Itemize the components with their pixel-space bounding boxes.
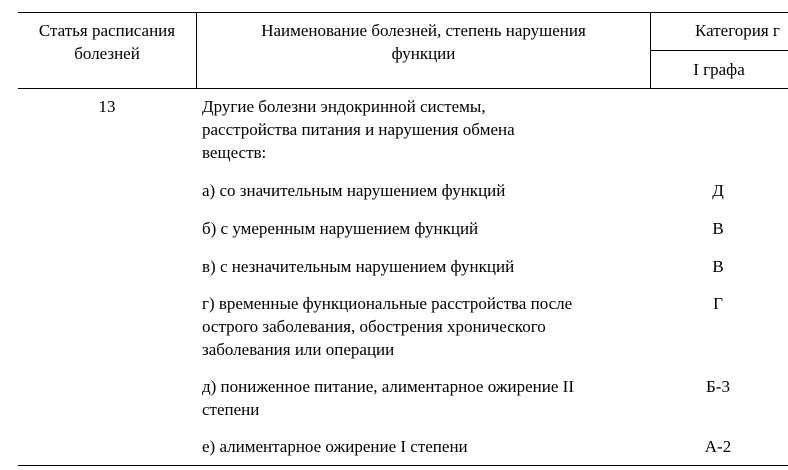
header-name-line1: Наименование болезней, степень нарушения bbox=[261, 21, 586, 40]
item-text-e-line2: степени bbox=[202, 400, 260, 419]
header-article-line2: болезней bbox=[74, 44, 140, 63]
item-category-f: А-2 bbox=[704, 437, 732, 456]
item-text-a: а) со значительным нарушением функций bbox=[202, 181, 506, 200]
subheader-divider bbox=[650, 50, 788, 51]
item-category-c: В bbox=[712, 257, 724, 276]
header-bottom-border bbox=[18, 88, 788, 89]
article-number: 13 bbox=[98, 97, 116, 116]
item-text-b: б) с умеренным нарушением функций bbox=[202, 219, 479, 238]
item-category-a: Д bbox=[712, 181, 724, 200]
item-text-d-line3: заболевания или операции bbox=[202, 340, 395, 359]
item-text-d-line1: г) временные функциональные расстройства после bbox=[202, 294, 573, 313]
row-title-line: веществ: bbox=[202, 143, 267, 162]
table-bottom-border bbox=[18, 465, 788, 466]
header-name-line2: функции bbox=[391, 44, 456, 63]
item-category-d: Г bbox=[713, 294, 723, 313]
row-title-line: Другие болезни эндокринной системы, bbox=[202, 97, 486, 116]
header-category: Категория г bbox=[695, 21, 780, 40]
header-article-line1: Статья расписания bbox=[38, 21, 176, 40]
item-text-d-line2: острого заболевания, обострения хронического bbox=[202, 317, 546, 336]
item-category-e: Б-3 bbox=[706, 377, 730, 396]
item-category-b: В bbox=[712, 219, 724, 238]
item-text-c: в) с незначительным нарушением функций bbox=[202, 257, 515, 276]
table-top-border bbox=[18, 12, 788, 13]
item-text-e-line1: д) пониженное питание, алиментарное ожирение II bbox=[202, 377, 574, 396]
row-title-line: расстройства питания и нарушения обмена bbox=[202, 120, 515, 139]
header-column-1: I графа bbox=[693, 60, 745, 79]
item-text-f: е) алиментарное ожирение I степени bbox=[202, 437, 468, 456]
